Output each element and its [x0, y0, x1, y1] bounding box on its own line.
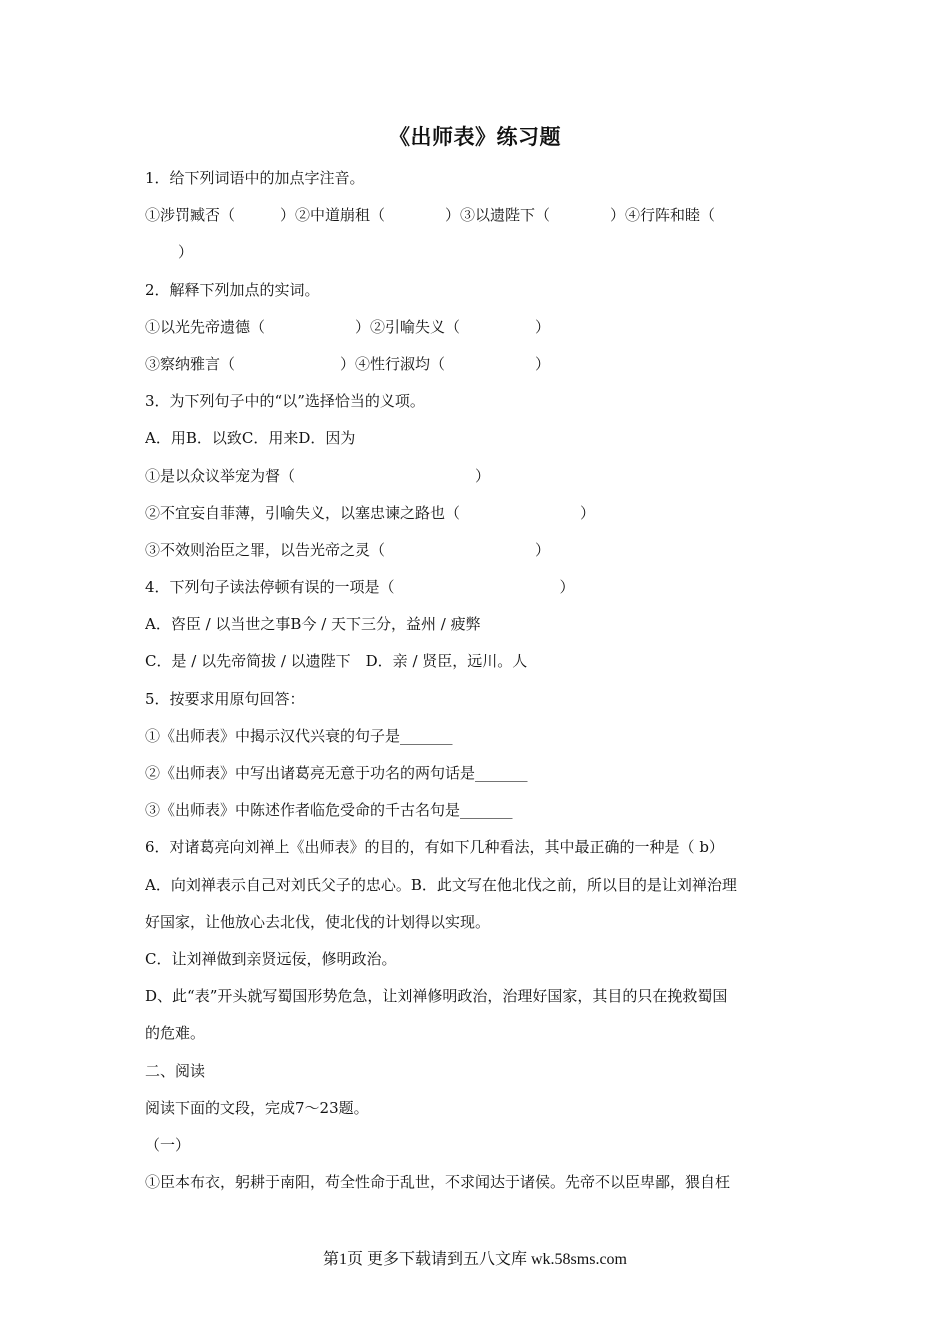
question-3-prompt: 3．为下列句子中的“以”选择恰当的义项。: [145, 392, 425, 411]
question-1-prompt: 1．给下列词语中的加点字注音。: [145, 169, 365, 187]
question-4-prompt: 4．下列句子读法停顿有误的一项是（ ）: [145, 578, 575, 597]
question-2-items-a: ①以光先帝遗德（ ）②引喻失义（ ）: [145, 317, 551, 336]
question-3-item-2: ②不宜妄自菲薄，引喻失义，以塞忠谏之路也（ ）: [145, 503, 596, 522]
question-3-item-3: ③不效则治臣之罪，以告光帝之灵（ ）: [145, 540, 551, 559]
question-6-option-ab: A．向刘禅表示自己对刘氏父子的忠心。B．此文写在他北伐之前，所以目的是让刘禅治理: [145, 875, 737, 894]
question-4-options-ab: A．咨臣 / 以当世之事B今 / 天下三分，益州 / 疲弊: [145, 615, 481, 634]
question-6-option-c: C．让刘禅做到亲贤远佞，修明政治。: [145, 949, 397, 968]
question-5-item-2: ②《出师表》中写出诸葛亮无意于功名的两句话是_______: [145, 764, 528, 782]
question-3-options: A．用B．以致C．用来D．因为: [145, 429, 356, 448]
passage-label: （一）: [145, 1135, 191, 1154]
document-body: [145, 160, 810, 1201]
page-title: 《出师表》练习题: [389, 125, 561, 149]
question-1-items: ①涉罚臧否（ ）②中道崩租（ ）③以遗陛下（ ）④行阵和睦（: [145, 206, 716, 225]
question-6-prompt: 6．对诸葛亮向刘禅上《出师表》的目的，有如下几种看法，其中最正确的一种是（ b）: [145, 838, 724, 857]
reading-instruction: 阅读下面的文段，完成7～23题。: [145, 1098, 369, 1117]
question-2-items-b: ③察纳雅言（ ）④性行淑均（ ）: [145, 354, 551, 373]
question-4-options-cd: C．是 / 以先帝简拔 / 以遗陛下 D．亲 / 贤臣，远川。人: [145, 652, 528, 671]
question-5-prompt: 5．按要求用原句回答：: [145, 689, 305, 708]
question-3-item-1: ①是以众议举宠为督（ ）: [145, 466, 491, 485]
question-5-item-1: ①《出师表》中揭示汉代兴衰的句子是_______: [145, 726, 453, 745]
question-6-option-b-continued: 好国家，让他放心去北伐，使北伐的计划得以实现。: [145, 912, 491, 931]
passage-paragraph-1: ①臣本布衣，躬耕于南阳，苟全性命于乱世，不求闻达于诸侯。先帝不以臣卑鄙，猥自枉: [145, 1173, 731, 1192]
question-5-item-3: ③《出师表》中陈述作者临危受命的千古名句是_______: [145, 801, 513, 820]
question-1-items-continued: ）: [178, 243, 194, 262]
question-2-prompt: 2．解释下列加点的实词。: [145, 280, 320, 299]
question-6-option-d-continued: 的危难。: [145, 1024, 206, 1043]
question-6-option-d: D、此“表”开头就写蜀国形势危急，让刘禅修明政治，治理好国家，其目的只在挽救蜀国: [145, 987, 728, 1006]
section-heading-reading: 二、阅读: [145, 1061, 206, 1080]
page-footer: 第1页 更多下载请到五八文库 wk.58sms.com: [322, 1251, 627, 1268]
